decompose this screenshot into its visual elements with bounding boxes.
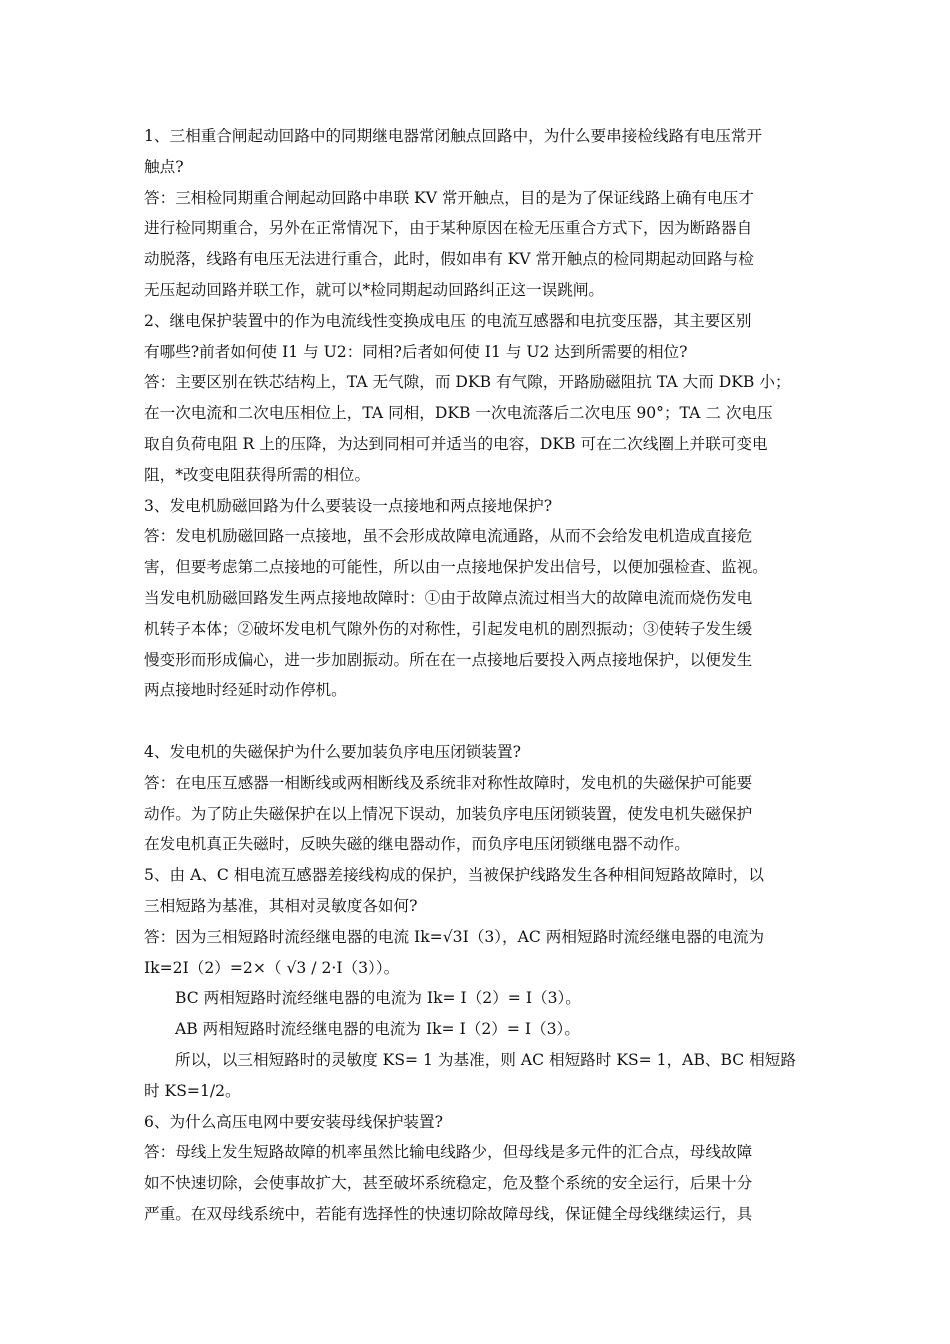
question-2-line-1: 2、继电保护装置中的作为电流线性变换成电压 的电流互感器和电抗变压器，其主要区别 xyxy=(144,311,752,330)
answer-2-line-3: 取自负荷电阻 R 上的压降，为达到同相可并适当的电容，DKB 可在二次线圈上并联可变电 xyxy=(144,434,768,453)
answer-5-line-3: BC 两相短路时流经继电器的电流为 Ik= I（2）= I（3）。 xyxy=(175,989,581,1008)
question-4-line-1: 4、发电机的失磁保护为什么要加装负序电压闭锁装置? xyxy=(144,742,521,761)
answer-6-line-2: 如不快速切除，会使事故扩大，甚至破坏系统稳定，危及整个系统的安全运行，后果十分 xyxy=(144,1174,753,1193)
answer-4-line-3: 在发电机真正失磁时，反映失磁的继电器动作，而负序电压闭锁继电器不动作。 xyxy=(144,835,690,854)
answer-6-line-1: 答：母线上发生短路故障的机率虽然比输电线路少，但母线是多元件的汇合点，母线故障 xyxy=(144,1143,753,1162)
answer-5-line-2: Ik=2I（2）=2×（ √3 / 2·I（3））。 xyxy=(144,958,400,977)
question-1-line-1: 1、三相重合闸起动回路中的同期继电器常闭触点回路中，为什么要串接检线路有电压常开 xyxy=(144,127,763,145)
answer-3-line-6: 两点接地时经延时动作停机。 xyxy=(144,681,347,700)
answer-5-line-4: AB 两相短路时流经继电器的电流为 Ik= I（2）= I（3）。 xyxy=(175,1020,580,1039)
document-body xyxy=(144,121,810,1230)
answer-5-line-6: 时 KS=1/2。 xyxy=(144,1081,241,1100)
question-1-line-2: 触点? xyxy=(144,157,184,176)
answer-3-line-3: 当发电机励磁回路发生两点接地故障时：①由于故障点流过相当大的故障电流而烧伤发电 xyxy=(144,588,753,607)
answer-3-line-1: 答：发电机励磁回路一点接地，虽不会形成故障电流通路，从而不会给发电机造成直接危 xyxy=(144,527,753,546)
answer-2-line-1: 答：主要区别在铁芯结构上，TA 无气隙，而 DKB 有气隙，开路励磁阻抗 TA 大而 DKB 小； xyxy=(144,373,791,392)
question-5-line-2: 三相短路为基准，其相对灵敏度各如何? xyxy=(144,896,418,915)
answer-3-line-5: 慢变形而形成偏心，进一步加剧振动。所在在一点接地后要投入两点接地保护，以便发生 xyxy=(144,650,753,669)
answer-2-line-4: 阻，*改变电阻获得所需的相位。 xyxy=(144,465,371,484)
answer-1-line-1: 答：三相检同期重合闸起动回路中串联 KV 常开触点，目的是为了保证线路上确有电压才 xyxy=(144,188,754,207)
answer-5-line-1: 答：因为三相短路时流经继电器的电流 Ik=√3I（3），AC 两相短路时流经继电器的电流为 xyxy=(144,927,765,946)
question-5-line-1: 5、由 A、C 相电流互感器差接线构成的保护，当被保护线路发生各种相间短路故障时，以 xyxy=(144,866,764,885)
answer-1-line-2: 进行检同期重合，另外在正常情况下，由于某种原因在检无压重合方式下，因为断路器自 xyxy=(144,219,753,238)
question-3-line-1: 3、发电机励磁回路为什么要装设一点接地和两点接地保护? xyxy=(144,496,553,515)
question-6-line-1: 6、为什么高压电网中要安装母线保护装置? xyxy=(144,1112,443,1131)
blank-line xyxy=(144,706,810,737)
answer-4-line-1: 答：在电压互感器一相断线或两相断线及系统非对称性故障时，发电机的失磁保护可能要 xyxy=(144,773,753,792)
answer-5-line-5: 所以，以三相短路时的灵敏度 KS= 1 为基准，则 AC 相短路时 KS= 1，AB、BC 相短路 xyxy=(175,1050,796,1069)
answer-3-line-2: 害，但要考虑第二点接地的可能性，所以由一点接地保护发出信号，以便加强检查、监视。 xyxy=(144,558,768,577)
answer-1-line-4: 无压起动回路并联工作，就可以*检同期起动回路纠正这一误跳闸。 xyxy=(144,280,605,299)
answer-6-line-3: 严重。在双母线系统中，若能有选择性的快速切除故障母线，保证健全母线继续运行，具 xyxy=(144,1204,753,1223)
answer-4-line-2: 动作。为了防止失磁保护在以上情况下误动，加装负序电压闭锁装置，使发电机失磁保护 xyxy=(144,804,753,823)
answer-3-line-4: 机转子本体；②破坏发电机气隙外伤的对称性，引起发电机的剧烈振动；③使转子发生缓 xyxy=(144,619,753,638)
question-2-line-2: 有哪些?前者如何使 I1 与 U2：同相?后者如何使 I1 与 U2 达到所需要的相位? xyxy=(144,342,688,361)
answer-2-line-2: 在一次电流和二次电压相位上，TA 同相，DKB 一次电流落后二次电压 90°；TA 二 次电压 xyxy=(144,404,773,423)
answer-1-line-3: 动脱落，线路有电压无法进行重合，此时，假如串有 KV 常开触点的检同期起动回路与检 xyxy=(144,250,754,269)
